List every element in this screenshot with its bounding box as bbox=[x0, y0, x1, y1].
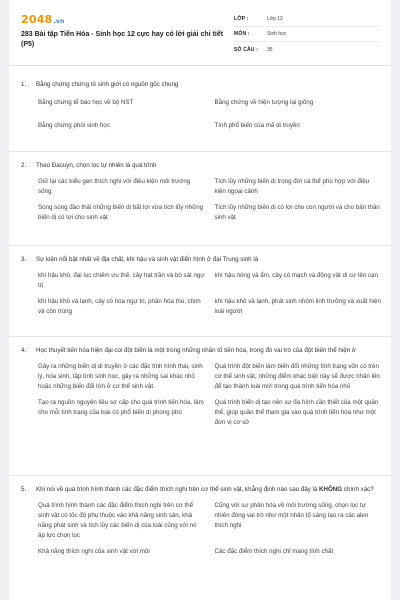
meta-value: Sinh học bbox=[267, 31, 287, 37]
answer-option[interactable]: Quá trình hình thành các đặc điểm thích nghi trên cơ thể sinh vật có tốc độ phụ thuộc vào khả năng sinh sản, khả năng phát sinh và tích lũy các biến dị của loài cũng với nó áp lực chọn lọc bbox=[38, 502, 197, 539]
meta-label: MÔN : bbox=[234, 31, 250, 37]
question-text-part: chính xác? bbox=[342, 486, 374, 493]
question-item bbox=[9, 66, 391, 152]
meta-label: LỚP : bbox=[234, 16, 249, 22]
question-number: 4. bbox=[21, 347, 27, 354]
answer-option[interactable]: Tính phổ biến của mã di truyền bbox=[214, 122, 300, 129]
answer-options bbox=[38, 271, 381, 317]
answer-option[interactable]: Quá trình biến dị tạo nên sự đa hình cần thiết của một quần thể, giúp quần thể tham gia vào quá trình tiến hóa như một đơn vị cơ sở bbox=[214, 399, 379, 426]
answer-option[interactable]: Khả năng thích nghi của sinh vật với môi bbox=[38, 548, 150, 555]
question-list bbox=[9, 66, 391, 600]
question-number: 2. bbox=[21, 162, 27, 169]
question-header bbox=[21, 255, 381, 265]
question-text: Bằng chứng chứng tỏ sinh giới có nguồn gốc chung bbox=[36, 81, 179, 88]
answer-option[interactable]: Tạo ra nguồn nguyên liệu sơ cấp cho quá trình tiến hóa, làm cho mỗi tính trạng của loài có phổ biến dị phong phú bbox=[38, 399, 204, 416]
question-header bbox=[21, 80, 381, 90]
answer-option[interactable]: Các đặc điểm thích nghi chỉ mang tính chất bbox=[214, 548, 334, 555]
question-header bbox=[21, 161, 381, 171]
answer-option[interactable]: Gây ra những biến dị di truyền ở các đặc tính hình thái, sinh lý, hóa sinh, tập tính sinh học, gây ra những sai khác nhỏ hoặc những biến đổi lớn ở cơ thể sinh vật bbox=[38, 363, 203, 390]
answer-option[interactable]: Cũng với sự phân hóa về môi trường sống, chọn lọc tự nhiên đóng vai trò như một nhân tố sáng tạo ra các alen thích nghi bbox=[214, 502, 369, 529]
meta-row-subject bbox=[234, 27, 379, 42]
site-logo[interactable] bbox=[21, 13, 64, 26]
answer-options bbox=[38, 362, 381, 428]
answer-option[interactable]: khí hậu nóng và ẩm, cây có mạch và động vật di cư lên cạn bbox=[214, 272, 378, 279]
answer-option[interactable]: khí hậu khô và lạnh, phát sinh nhóm linh trưởng và xuất hiện loài người bbox=[214, 298, 381, 315]
meta-value: Lớp 12 bbox=[267, 16, 283, 22]
question-text-part: Khi nói về quá trình hình thành các đặc điểm thích nghi trên cơ thể sinh vật, khẳng định nào sau đây là bbox=[36, 486, 320, 493]
answer-option[interactable]: Tích lũy những biến dị có lợi cho con người và cho bản thân sinh vật bbox=[214, 204, 380, 221]
question-text: Học thuyết tiến hóa hiện đại coi đột biến là một trong những nhân tố tiến hóa, trong đó vai trò của đột biến thể hiện ở bbox=[36, 347, 356, 354]
answer-option[interactable]: Quá trình đột biến làm biến đổi những tính trạng vốn có trên cơ thể sinh vật, những điểm khác biệt này sẽ được nhân lên để tạo thành loài mới trong quá trình tiến hóa nhỏ bbox=[214, 363, 380, 390]
question-number: 1. bbox=[21, 81, 27, 88]
answer-option[interactable]: Tích lũy những biến dị trong đời cá thể phù hợp với điều kiện ngoại cảnh bbox=[214, 178, 370, 195]
question-item bbox=[9, 476, 391, 600]
question-text bbox=[36, 485, 381, 495]
answer-option[interactable]: Bằng chứng về hiện tượng lại giống bbox=[214, 99, 314, 106]
page-title: 283 Bài tập Tiến Hóa - Sinh học 12 cực hay có lời giải chi tiết (P5) bbox=[21, 31, 224, 48]
answer-options bbox=[38, 501, 381, 557]
meta-label: SỐ CÂU : bbox=[234, 46, 259, 53]
logo-text: 2048 bbox=[21, 13, 53, 26]
meta-row-count bbox=[234, 42, 379, 57]
question-item bbox=[9, 152, 391, 246]
meta-row-class bbox=[234, 12, 379, 27]
document-page bbox=[9, 0, 391, 600]
question-item bbox=[9, 337, 391, 476]
answer-option[interactable]: khí hậu khô, đại lục chiếm ưu thế, cây hạt trần và bò sát ngự trị bbox=[38, 272, 205, 289]
question-number: 3. bbox=[21, 256, 27, 263]
document-header bbox=[9, 0, 391, 66]
question-number: 5. bbox=[21, 486, 27, 493]
answer-option[interactable]: Bằng chứng tế bào học về bộ NST bbox=[38, 99, 134, 106]
answer-option[interactable]: Bằng chứng phôi sinh học bbox=[38, 122, 110, 129]
question-text-emphasis: KHÔNG bbox=[319, 486, 343, 493]
question-header bbox=[21, 346, 381, 356]
logo-suffix: .vn bbox=[53, 18, 65, 25]
answer-option[interactable]: Giữ lại các kiểu gen thích nghi với điều kiện môi trường sống bbox=[38, 178, 191, 195]
answer-option[interactable]: khí hậu khô và lạnh, cây có hoa ngự trị, phân hóa thú, chim và côn trùng bbox=[38, 298, 201, 315]
question-header bbox=[21, 485, 381, 495]
meta-table bbox=[234, 12, 379, 57]
answer-option[interactable]: Song song đào thải những biến dị bất lợi vừa tích lũy những biến dị có lợi cho sinh vật bbox=[38, 204, 204, 221]
meta-value: 35 bbox=[267, 46, 273, 53]
question-text: Sự kiện nổi bật nhất về địa chất, khí hậu và sinh vật điển hình ở đại Trung sinh là bbox=[36, 256, 259, 263]
answer-options bbox=[38, 177, 381, 223]
answer-options bbox=[38, 98, 381, 131]
question-text: Theo Đacuyn, chọn lọc tự nhiên là quá trình bbox=[36, 162, 157, 169]
question-item bbox=[9, 246, 391, 337]
